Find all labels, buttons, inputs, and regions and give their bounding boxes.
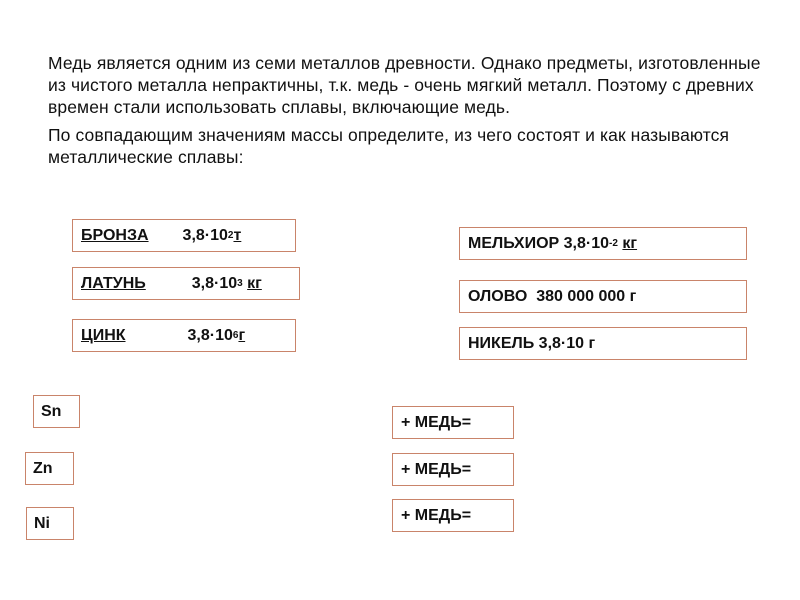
- card-nickel[interactable]: [459, 327, 747, 360]
- card-cupronickel-name: МЕЛЬХИОР: [468, 234, 560, 252]
- card-zinc-unit: г: [238, 326, 246, 344]
- symbol-ni-label: Ni: [34, 514, 50, 532]
- card-cupronickel-unit: кг: [622, 234, 638, 252]
- copper-slot-2-label: + МЕДЬ=: [401, 460, 472, 478]
- card-bronze-name: БРОНЗА: [81, 226, 149, 244]
- intro-text: [48, 52, 768, 168]
- symbol-zn[interactable]: [25, 452, 74, 485]
- card-zinc-name: ЦИНК: [81, 326, 126, 344]
- card-brass-name: ЛАТУНЬ: [81, 274, 146, 292]
- copper-slot-1-label: + МЕДЬ=: [401, 413, 472, 431]
- symbol-zn-label: Zn: [33, 459, 53, 477]
- copper-slot-3[interactable]: [392, 499, 514, 532]
- card-tin-text: ОЛОВО 380 000 000 г: [468, 287, 637, 305]
- intro-paragraph-2: По совпадающим значениям массы определите, из чего состоят и как называются металлические сплавы:: [48, 125, 730, 167]
- symbol-sn-label: Sn: [41, 402, 62, 420]
- intro-paragraph-1: Медь является одним из семи металлов древности. Однако предметы, изготовленные из чистого металла непрактичны, т.к. медь - очень мягкий металл. Поэтому с древних времен стали использовать сплавы, включающие медь.: [48, 53, 761, 117]
- card-cupronickel-mantissa: 3,8·10: [563, 234, 610, 252]
- card-bronze-unit: т: [233, 226, 242, 244]
- card-tin[interactable]: [459, 280, 747, 313]
- copper-slot-1[interactable]: [392, 406, 514, 439]
- card-brass-mantissa: 3,8·10: [191, 274, 238, 292]
- symbol-ni[interactable]: [26, 507, 74, 540]
- symbol-sn[interactable]: [33, 395, 80, 428]
- card-cupronickel[interactable]: МЕЛЬХИОР 3,8·10 -2 кг: [459, 227, 747, 260]
- card-brass[interactable]: ЛАТУНЬ 3,8·10 3 кг: [72, 267, 300, 300]
- copper-slot-3-label: + МЕДЬ=: [401, 506, 472, 524]
- card-bronze-mantissa: 3,8·10: [182, 226, 228, 244]
- card-zinc-mantissa: 3,8·10: [187, 326, 233, 344]
- card-nickel-text: НИКЕЛЬ 3,8·10 г: [468, 334, 596, 352]
- card-bronze[interactable]: БРОНЗА 3,8·10 2 т: [72, 219, 296, 252]
- card-brass-unit: кг: [247, 274, 262, 292]
- copper-slot-2[interactable]: [392, 453, 514, 486]
- card-zinc[interactable]: ЦИНК 3,8·10 6 г: [72, 319, 296, 352]
